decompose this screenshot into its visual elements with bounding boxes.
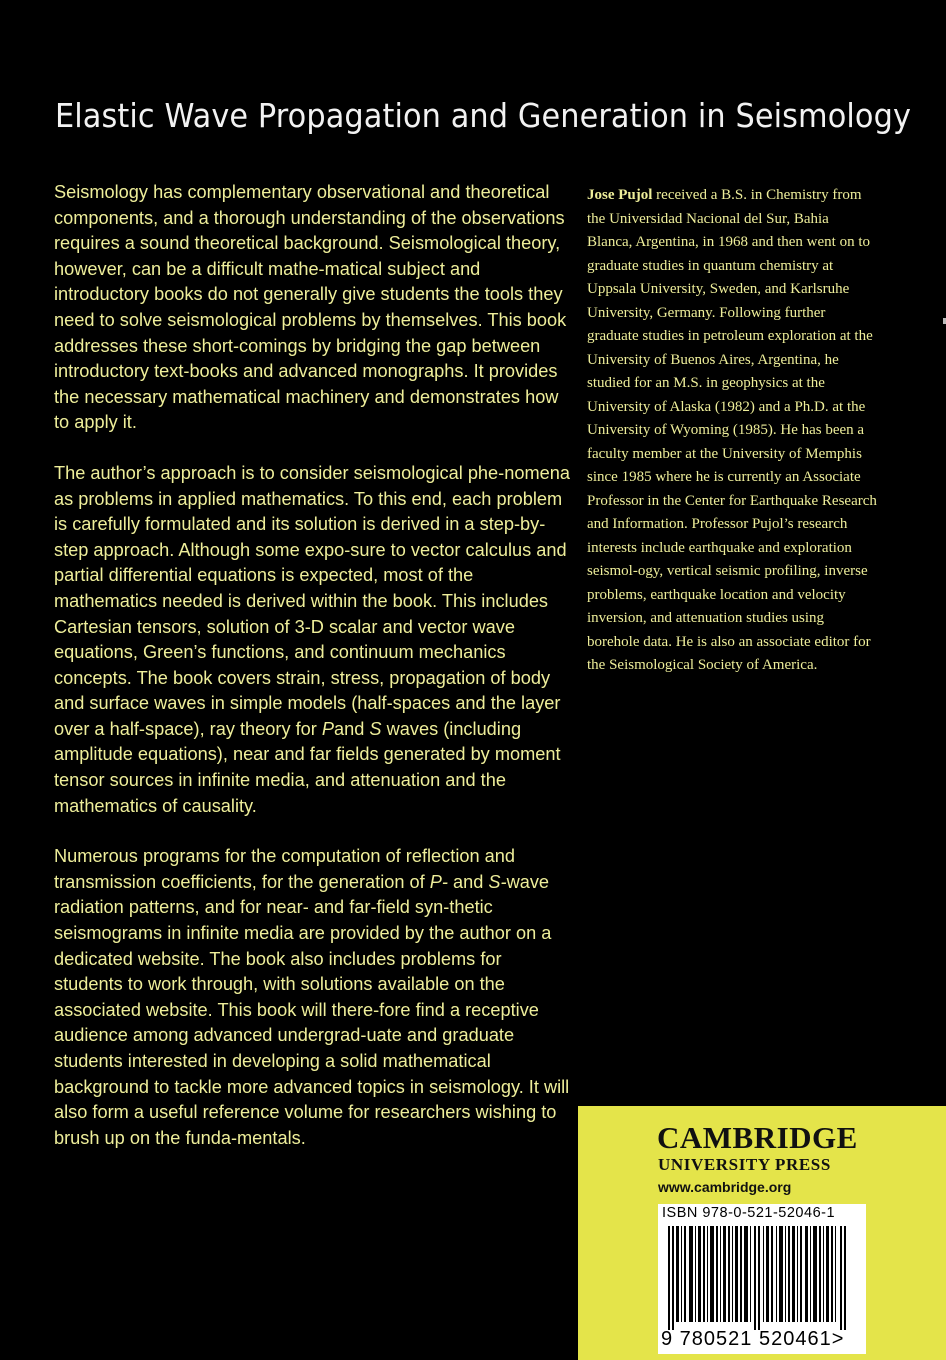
isbn-digits-text: 9 780521 520461	[661, 1328, 832, 1350]
p2-text-a: The author’s approach is to consider seismological phe-nomena as problems in applied mathematics. To this end, each problem is carefully formulated and its solution is derived in a step-by-step approach. Although some expo-sure to vector calculus and partial differential equations is expected, most of the mathematics needed is derived within the book. This includes Cartesian tensors, solution of 3-D scalar and vector wave equations, Green’s functions, and continuum mechanics concepts. The book covers strain, stress, propagation of body and surface waves in simple models (half-spaces and the layer over a half-space), ray theory for	[54, 462, 570, 739]
barcode-icon	[658, 1226, 866, 1330]
publisher-subtitle: UNIVERSITY PRESS	[658, 1155, 831, 1174]
book-description	[54, 180, 574, 1176]
author-name: Jose Pujol	[587, 187, 653, 203]
publisher-name: CAMBRIDGE	[657, 1120, 858, 1155]
p3-text-b: and	[447, 871, 489, 892]
publisher-box	[578, 1106, 946, 1360]
description-paragraph-2	[54, 461, 574, 819]
p3-p-wave: P-	[429, 871, 448, 892]
description-paragraph-3	[54, 844, 574, 1151]
barcode-area	[658, 1204, 866, 1354]
publisher-url: www.cambridge.org	[658, 1179, 792, 1195]
isbn-digits	[661, 1328, 844, 1351]
barcode-arrow: >	[831, 1328, 845, 1350]
p2-text-c: waves (including amplitude equations), near and far fields generated by moment tensor sources in infinite media, and attenuation and the mathematics of causality.	[54, 718, 561, 816]
p3-text-a: Numerous programs for the computation of reflection and transmission coefficients, for the generation of	[54, 846, 515, 892]
book-title: Elastic Wave Propagation and Generation in Seismology	[55, 96, 912, 135]
p3-text-c: wave radiation patterns, and for near- and far-field syn-thetic seismograms in infinite media are provided by the author on a dedicated website. The book also includes problems for students to work through, with solutions available on the associated website. This book will there-fore find a receptive audience among advanced undergrad-uate and graduate students interested in developing a solid mathematical background to tackle more advanced topics in seismology. It will also form a useful reference volume for researchers wishing to brush up on the funda-mentals.	[54, 871, 570, 1148]
author-bio	[587, 184, 877, 678]
isbn-label: ISBN 978-0-521-52046-1	[662, 1205, 836, 1221]
p2-s-wave: S	[369, 718, 382, 739]
description-paragraph-1: Seismology has complementary observational and theoretical components, and a thorough understanding of the observations requires a sound theoretical background. Seismological theory, however, can be a difficult mathe-matical subject and introductory books do not generally give students the tools they need to solve seismological problems by themselves. This book addresses these short-comings by bridging the gap between introductory text-books and advanced monographs. It provides the necessary mathematical machinery and demonstrates how to apply it.	[54, 182, 567, 433]
p2-text-b: and	[334, 718, 370, 739]
p2-p-wave: P	[321, 718, 335, 739]
p3-s-wave: S-	[488, 871, 507, 892]
author-bio-text: received a B.S. in Chemistry from the Universidad Nacional del Sur, Bahia Blanca, Argentina, in 1968 and then went on to graduate studies in quantum chemistry at Uppsala University, Sweden, and Karlsruhe University, Germany. Following further graduate studies in petroleum exploration at the University of Buenos Aires, Argentina, he studied for an M.S. in geophysics at the University of Alaska (1982) and a Ph.D. at the University of Wyoming (1985). He has been a faculty member at the University of Memphis since 1985 where he is currently an Associate Professor in the Center for Earthquake Research and Information. Professor Pujol’s research interests include earthquake and exploration seismol-ogy, vertical seismic profiling, inverse problems, earthquake location and velocity inversion, and attenuation studies using borehole data. He is also an associate editor for the Seismological Society of America.	[587, 187, 877, 673]
